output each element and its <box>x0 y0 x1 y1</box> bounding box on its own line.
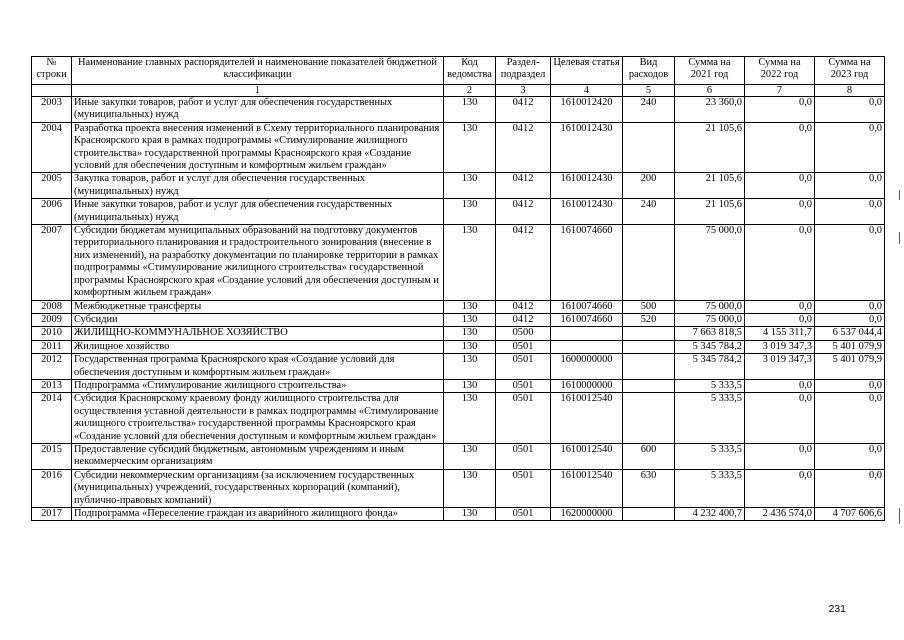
scan-artifact <box>899 508 900 524</box>
column-number: 5 <box>623 85 675 97</box>
row-name: Государственная программа Красноярского края «Создание условий для обеспечения доступным и комфортным жильем граждан» <box>72 354 444 380</box>
row-sum-2022: 0,0 <box>745 199 815 225</box>
table-row <box>32 300 885 313</box>
row-number: 2005 <box>32 173 72 199</box>
row-sum-2021: 7 663 818,5 <box>675 327 745 340</box>
row-department-code: 130 <box>444 443 496 469</box>
row-target-article: 1610012430 <box>551 173 623 199</box>
row-department-code: 130 <box>444 340 496 353</box>
row-section: 0412 <box>496 199 551 225</box>
row-sum-2022: 0,0 <box>745 469 815 507</box>
column-number-blank <box>32 85 72 97</box>
row-section: 0501 <box>496 393 551 444</box>
row-sum-2021: 75 000,0 <box>675 313 745 326</box>
table-row <box>32 443 885 469</box>
row-target-article: 1600000000 <box>551 354 623 380</box>
row-target-article: 1610012540 <box>551 443 623 469</box>
row-name: Субсидия Красноярскому краевому фонду жилищного строительства для осуществления уставной деятельности в рамках подпрограммы «Стимулирование жилищного строительства» государственной программы Красноярского края «Создание условий для обеспечения доступным и комфортным жильем граждан» <box>72 393 444 444</box>
row-sum-2021: 75 000,0 <box>675 300 745 313</box>
row-sum-2023: 0,0 <box>815 199 885 225</box>
row-number: 2004 <box>32 122 72 173</box>
row-target-article: 1610012420 <box>551 97 623 123</box>
row-sum-2022: 2 436 574,0 <box>745 508 815 521</box>
row-sum-2021: 21 105,6 <box>675 173 745 199</box>
row-department-code: 130 <box>444 508 496 521</box>
row-sum-2023: 0,0 <box>815 122 885 173</box>
row-section: 0501 <box>496 340 551 353</box>
row-name: Разработка проекта внесения изменений в Схему территориального планирования Красноярского края в рамках подпрограммы «Стимулирование жилищного строительства» государственной программы Красноярского края «Создание условий для обеспечения доступным и комфортным жильем граждан» <box>72 122 444 173</box>
column-number: 1 <box>72 85 444 97</box>
row-expense-type: 240 <box>623 199 675 225</box>
row-target-article: 1620000000 <box>551 508 623 521</box>
row-department-code: 130 <box>444 173 496 199</box>
row-target-article <box>551 327 623 340</box>
table-row <box>32 469 885 507</box>
row-sum-2021: 5 333,5 <box>675 443 745 469</box>
row-section: 0412 <box>496 122 551 173</box>
table-row <box>32 379 885 392</box>
row-section: 0501 <box>496 508 551 521</box>
row-target-article: 1610012430 <box>551 122 623 173</box>
header-section: Раздел-подраздел <box>496 57 551 85</box>
row-sum-2023: 6 537 044,4 <box>815 327 885 340</box>
row-expense-type <box>623 340 675 353</box>
row-expense-type: 240 <box>623 97 675 123</box>
row-sum-2022: 0,0 <box>745 313 815 326</box>
row-name: Жилищное хозяйство <box>72 340 444 353</box>
header-sum-2023: Сумма на 2023 год <box>815 57 885 85</box>
row-target-article: 1610012540 <box>551 469 623 507</box>
row-sum-2023: 0,0 <box>815 97 885 123</box>
row-sum-2022: 0,0 <box>745 393 815 444</box>
table-row <box>32 354 885 380</box>
row-sum-2023: 0,0 <box>815 443 885 469</box>
row-sum-2022: 0,0 <box>745 300 815 313</box>
row-name: Подпрограмма «Переселение граждан из аварийного жилищного фонда» <box>72 508 444 521</box>
row-name: Субсидии бюджетам муниципальных образований на подготовку документов территориального планирования и градостроительного зонирования (внесение в них изменений), на разработку документации по планировке территории в рамках подпрограммы «Стимулирование жилищного строительства» государственной программы Красноярского края «Создание условий для обеспечения доступным и комфортным жильем граждан» <box>72 225 444 300</box>
header-sum-2021: Сумма на 2021 год <box>675 57 745 85</box>
row-target-article: 1610074660 <box>551 300 623 313</box>
row-number: 2013 <box>32 379 72 392</box>
row-sum-2022: 0,0 <box>745 225 815 300</box>
row-expense-type: 630 <box>623 469 675 507</box>
row-sum-2023: 5 401 079,9 <box>815 354 885 380</box>
header-name: Наименование главных распорядителей и наименование показателей бюджетной классификации <box>72 57 444 85</box>
row-number: 2010 <box>32 327 72 340</box>
row-number: 2006 <box>32 199 72 225</box>
row-expense-type <box>623 354 675 380</box>
row-target-article: 1610000000 <box>551 379 623 392</box>
header-department-code: Код ведомства <box>444 57 496 85</box>
row-name: Закупка товаров, работ и услуг для обеспечения государственных (муниципальных) нужд <box>72 173 444 199</box>
row-department-code: 130 <box>444 225 496 300</box>
column-number: 3 <box>496 85 551 97</box>
table-row <box>32 173 885 199</box>
row-sum-2023: 0,0 <box>815 300 885 313</box>
row-department-code: 130 <box>444 469 496 507</box>
row-section: 0501 <box>496 354 551 380</box>
scan-artifact <box>899 190 900 200</box>
row-sum-2023: 0,0 <box>815 393 885 444</box>
row-section: 0412 <box>496 173 551 199</box>
row-sum-2021: 5 333,5 <box>675 379 745 392</box>
row-name: Иные закупки товаров, работ и услуг для обеспечения государственных (муниципальных) нужд <box>72 97 444 123</box>
column-number: 6 <box>675 85 745 97</box>
column-number: 7 <box>745 85 815 97</box>
row-expense-type: 200 <box>623 173 675 199</box>
row-department-code: 130 <box>444 300 496 313</box>
row-section: 0500 <box>496 327 551 340</box>
row-section: 0501 <box>496 379 551 392</box>
row-department-code: 130 <box>444 122 496 173</box>
row-sum-2021: 23 360,0 <box>675 97 745 123</box>
header-target-article: Целевая статья <box>551 57 623 85</box>
row-department-code: 130 <box>444 354 496 380</box>
row-target-article: 1610074660 <box>551 225 623 300</box>
row-name: Иные закупки товаров, работ и услуг для обеспечения государственных (муниципальных) нужд <box>72 199 444 225</box>
row-section: 0501 <box>496 469 551 507</box>
row-number: 2012 <box>32 354 72 380</box>
row-sum-2023: 4 707 606,6 <box>815 508 885 521</box>
row-target-article: 1610012540 <box>551 393 623 444</box>
row-sum-2023: 0,0 <box>815 225 885 300</box>
row-sum-2022: 4 155 311,7 <box>745 327 815 340</box>
row-section: 0412 <box>496 313 551 326</box>
row-sum-2023: 0,0 <box>815 173 885 199</box>
header-expense-type: Вид расходов <box>623 57 675 85</box>
row-target-article: 1610012430 <box>551 199 623 225</box>
row-department-code: 130 <box>444 313 496 326</box>
table-row <box>32 508 885 521</box>
row-expense-type: 500 <box>623 300 675 313</box>
row-expense-type <box>623 393 675 444</box>
table-row <box>32 393 885 444</box>
table-row <box>32 199 885 225</box>
row-sum-2023: 0,0 <box>815 313 885 326</box>
row-number: 2003 <box>32 97 72 123</box>
row-name: Субсидии некоммерческим организациям (за исключением государственных (муниципальных) учреждений, государственных корпораций (компаний), публично-правовых компаний) <box>72 469 444 507</box>
row-section: 0501 <box>496 443 551 469</box>
scan-artifact <box>899 232 900 244</box>
row-department-code: 130 <box>444 379 496 392</box>
page-number: 231 <box>828 603 846 615</box>
row-target-article: 1610074660 <box>551 313 623 326</box>
column-number: 8 <box>815 85 885 97</box>
row-name: ЖИЛИЩНО-КОММУНАЛЬНОЕ ХОЗЯЙСТВО <box>72 327 444 340</box>
row-sum-2021: 4 232 400,7 <box>675 508 745 521</box>
table-row <box>32 122 885 173</box>
row-name: Межбюджетные трансферты <box>72 300 444 313</box>
row-expense-type <box>623 508 675 521</box>
row-sum-2021: 21 105,6 <box>675 122 745 173</box>
row-sum-2021: 75 000,0 <box>675 225 745 300</box>
header-row-number: № строки <box>32 57 72 85</box>
row-number: 2017 <box>32 508 72 521</box>
row-sum-2022: 3 019 347,3 <box>745 340 815 353</box>
row-sum-2022: 0,0 <box>745 97 815 123</box>
table-row <box>32 340 885 353</box>
row-sum-2021: 5 333,5 <box>675 469 745 507</box>
row-number: 2007 <box>32 225 72 300</box>
row-number: 2014 <box>32 393 72 444</box>
row-section: 0412 <box>496 97 551 123</box>
row-sum-2021: 5 345 784,2 <box>675 354 745 380</box>
row-expense-type <box>623 122 675 173</box>
row-name: Субсидии <box>72 313 444 326</box>
row-number: 2015 <box>32 443 72 469</box>
row-expense-type: 600 <box>623 443 675 469</box>
row-target-article <box>551 340 623 353</box>
row-section: 0412 <box>496 300 551 313</box>
row-sum-2021: 5 333,5 <box>675 393 745 444</box>
row-number: 2011 <box>32 340 72 353</box>
table-row <box>32 327 885 340</box>
budget-table <box>31 56 885 521</box>
column-number: 4 <box>551 85 623 97</box>
table-row <box>32 97 885 123</box>
row-expense-type <box>623 327 675 340</box>
row-department-code: 130 <box>444 393 496 444</box>
column-number: 2 <box>444 85 496 97</box>
row-sum-2021: 21 105,6 <box>675 199 745 225</box>
row-number: 2008 <box>32 300 72 313</box>
row-sum-2023: 0,0 <box>815 469 885 507</box>
row-sum-2022: 3 019 347,3 <box>745 354 815 380</box>
row-expense-type <box>623 225 675 300</box>
row-department-code: 130 <box>444 199 496 225</box>
header-sum-2022: Сумма на 2022 год <box>745 57 815 85</box>
row-name: Предоставление субсидий бюджетным, автономным учреждениям и иным некоммерческим организациям <box>72 443 444 469</box>
row-sum-2021: 5 345 784,2 <box>675 340 745 353</box>
row-sum-2022: 0,0 <box>745 122 815 173</box>
table-row <box>32 313 885 326</box>
table-row <box>32 225 885 300</box>
row-expense-type: 520 <box>623 313 675 326</box>
row-name: Подпрограмма «Стимулирование жилищного строительства» <box>72 379 444 392</box>
row-sum-2023: 5 401 079,9 <box>815 340 885 353</box>
row-sum-2022: 0,0 <box>745 173 815 199</box>
row-sum-2023: 0,0 <box>815 379 885 392</box>
row-sum-2022: 0,0 <box>745 379 815 392</box>
row-department-code: 130 <box>444 97 496 123</box>
row-section: 0412 <box>496 225 551 300</box>
row-number: 2009 <box>32 313 72 326</box>
row-sum-2022: 0,0 <box>745 443 815 469</box>
row-department-code: 130 <box>444 327 496 340</box>
row-expense-type <box>623 379 675 392</box>
row-number: 2016 <box>32 469 72 507</box>
